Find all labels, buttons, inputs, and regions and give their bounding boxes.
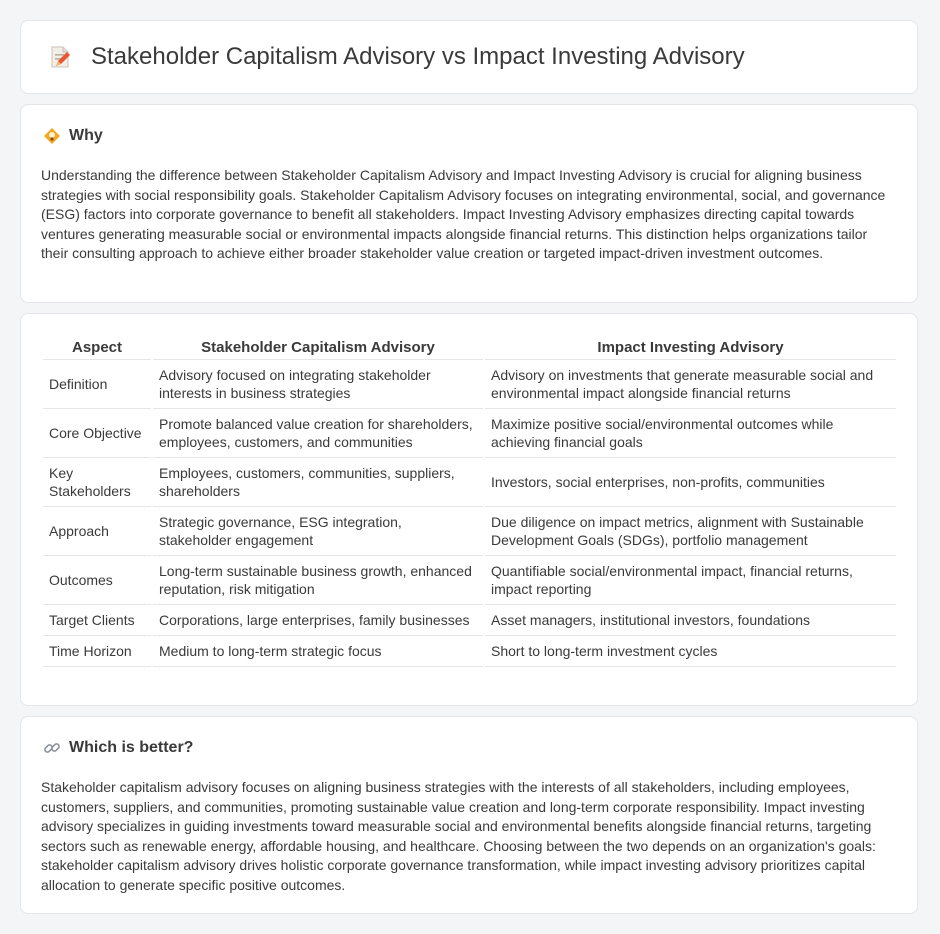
why-section (20, 104, 918, 303)
comparison-table (41, 334, 898, 667)
column-header-aspect: Aspect (43, 334, 151, 360)
table-cell: Long-term sustainable business growth, enhanced reputation, risk mitigation (153, 556, 483, 605)
better-heading: Which is better? (69, 739, 194, 756)
table-row (43, 556, 896, 605)
table-cell: Strategic governance, ESG integration, stakeholder engagement (153, 507, 483, 556)
why-text: Understanding the difference between Stakeholder Capitalism Advisory and Impact Investing Advisory is crucial for aligning business strategies with social responsibility goals. Stakeholder Capitalism Advisory focuses on integrating environmental, social, and governance (ESG) factors into corporate governance to benefit all stakeholders. Impact Investing Advisory emphasizes directing capital towards ventures generating measurable social or environmental impacts alongside financial returns. This distinction helps organizations tailor their consulting approach to achieve either broader stakeholder value creation or targeted impact-driven investment outcomes. (41, 167, 886, 261)
table-header-row (43, 334, 896, 360)
comparison-card (20, 313, 918, 706)
table-cell: Advisory focused on integrating stakeholder interests in business strategies (153, 360, 483, 409)
table-cell: Corporations, large enterprises, family businesses (153, 605, 483, 636)
document-edit-icon (47, 44, 73, 70)
table-cell: Investors, social enterprises, non-profits, communities (485, 458, 896, 507)
table-cell: Definition (43, 360, 151, 409)
table-cell: Target Clients (43, 605, 151, 636)
table-cell: Advisory on investments that generate measurable social and environmental impact alongside financial returns (485, 360, 896, 409)
table-row (43, 605, 896, 636)
which-better-section (20, 716, 918, 914)
table-cell: Asset managers, institutional investors, foundations (485, 605, 896, 636)
column-header-stakeholder: Stakeholder Capitalism Advisory (153, 334, 483, 360)
why-heading: Why (69, 127, 103, 144)
better-text: Stakeholder capitalism advisory focuses on aligning business strategies with the interests of all stakeholders, including employees, customers, suppliers, and communities, promoting sustainable value creation and long-term corporate responsibility. Impact investing advisory specializes in guiding investments toward measurable social and environmental benefits alongside financial returns, targeting sectors such as renewable energy, affordable housing, and healthcare. Choosing between the two depends on an organization's goals: stakeholder capitalism advisory drives holistic corporate governance transformation, while impact investing advisory prioritizes capital allocation to generate specific positive outcomes. (41, 779, 876, 893)
table-cell: Core Objective (43, 409, 151, 458)
table-row (43, 507, 896, 556)
table-cell: Medium to long-term strategic focus (153, 636, 483, 667)
table-cell: Time Horizon (43, 636, 151, 667)
table-cell: Approach (43, 507, 151, 556)
table-cell: Quantifiable social/environmental impact, financial returns, impact reporting (485, 556, 896, 605)
table-row (43, 458, 896, 507)
table-row (43, 360, 896, 409)
table-cell: Outcomes (43, 556, 151, 605)
table-cell: Short to long-term investment cycles (485, 636, 896, 667)
table-cell: Employees, customers, communities, suppliers, shareholders (153, 458, 483, 507)
bulb-icon (43, 127, 61, 145)
page-title: Stakeholder Capitalism Advisory vs Impact Investing Advisory (91, 43, 745, 70)
table-row (43, 636, 896, 667)
table-row (43, 409, 896, 458)
table-cell: Promote balanced value creation for shareholders, employees, customers, and communities (153, 409, 483, 458)
column-header-impact: Impact Investing Advisory (485, 334, 896, 360)
link-icon (43, 739, 61, 757)
table-cell: Due diligence on impact metrics, alignment with Sustainable Development Goals (SDGs), portfolio management (485, 507, 896, 556)
title-card (20, 20, 918, 94)
table-cell: Maximize positive social/environmental outcomes while achieving financial goals (485, 409, 896, 458)
table-cell: Key Stakeholders (43, 458, 151, 507)
